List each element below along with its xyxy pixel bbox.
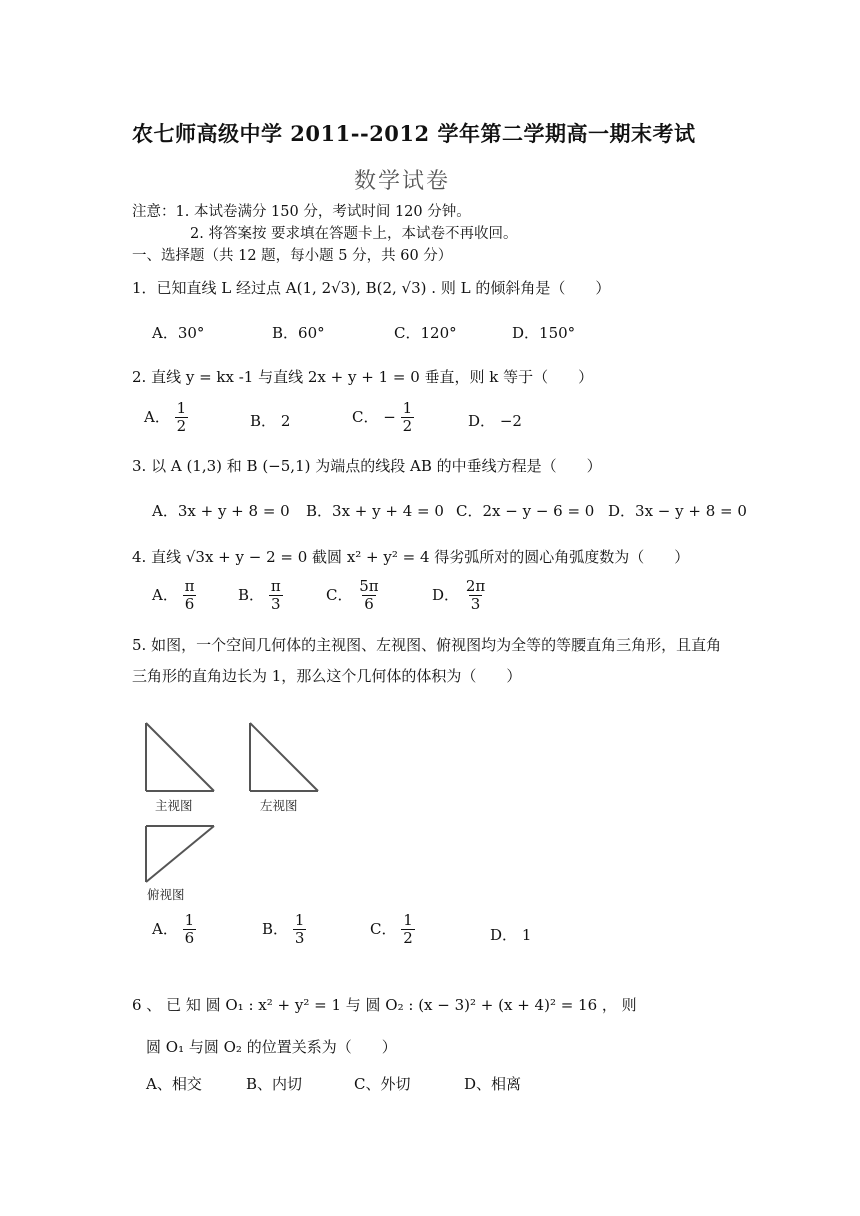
question-4-option-a [152, 578, 196, 614]
fraction-numerator: 5π [359, 577, 379, 595]
fraction [293, 912, 307, 948]
fraction-denominator: 3 [270, 595, 281, 614]
fraction-denominator: 2 [176, 417, 187, 436]
question-5-option-c [370, 912, 415, 948]
question-1-option-d: D．150° [512, 324, 576, 342]
question-6-option-d: D、相离 [464, 1075, 522, 1093]
notice-line-1: 注意：1. 本试卷满分 150 分，考试时间 120 分钟。 [132, 204, 471, 220]
question-4-option-b [238, 578, 283, 614]
question-3-option-d: D．3x − y + 8 = 0 [608, 502, 747, 520]
option-label: B． [262, 919, 289, 938]
fraction-numerator: 1 [402, 399, 413, 417]
option-label: C． [352, 407, 379, 426]
question-5-stem-line-2: 三角形的直角边长为 1，那么这个几何体的体积为（ ） [132, 667, 522, 685]
question-1-option-a: A．30° [152, 324, 205, 342]
exam-title: 农七师高级中学 2011--2012 学年第二学期高一期末考试 [132, 121, 696, 146]
question-3-option-a: A．3x + y + 8 = 0 [152, 502, 290, 520]
option-value: 2 [280, 412, 291, 430]
question-5-stem-line-1: 5. 如图，一个空间几何体的主视图、左视图、俯视图均为全等的等腰直角三角形，且直角 [132, 636, 722, 654]
fraction [401, 912, 415, 948]
question-1-option-b: B．60° [272, 324, 325, 342]
option-label: B． [238, 585, 265, 604]
fraction-denominator: 6 [364, 595, 374, 614]
fraction-numerator: 1 [403, 911, 413, 929]
section-heading: 一、选择题（共 12 题，每小题 5 分，共 60 分） [132, 248, 453, 264]
question-6-option-b: B、内切 [246, 1075, 303, 1093]
fraction-numerator: 1 [176, 399, 187, 417]
option-label: A． [152, 919, 178, 938]
fraction-denominator: 2 [403, 929, 413, 948]
question-3-option-b: B．3x + y + 4 = 0 [306, 502, 444, 520]
side-view-triangle [250, 723, 318, 791]
question-2-stem: 2. 直线 y = kx -1 与直线 2x + y + 1 = 0 垂直，则 k 等于（ ） [132, 368, 594, 386]
option-label: C． [326, 585, 353, 604]
top-view-label: 俯视图 [147, 887, 185, 902]
question-5-option-d [490, 924, 531, 945]
exam-subtitle: 数学试卷 [354, 169, 451, 194]
fraction [175, 400, 189, 436]
option-value: 1 [521, 926, 532, 944]
question-6-option-c: C、外切 [354, 1075, 411, 1093]
question-3-option-c: C．2x − y − 6 = 0 [456, 502, 595, 520]
question-6-stem-line-2: 圆 O₁ 与圆 O₂ 的位置关系为（ ） [146, 1038, 397, 1056]
question-6-option-a: A、相交 [146, 1075, 202, 1093]
question-2-option-d [468, 410, 522, 431]
question-4-stem: 4. 直线 √3x + y − 2 = 0 截圆 x² + y² = 4 得劣弧所对的圆心角弧度数为（ ） [132, 548, 690, 566]
fraction [464, 578, 487, 614]
question-3-stem: 3. 以 A (1,3) 和 B (−5,1) 为端点的线段 AB 的中垂线方程是（ ） [132, 457, 602, 475]
top-view-triangle [146, 826, 214, 882]
option-sign: − [383, 407, 396, 426]
fraction [183, 912, 197, 948]
fraction [401, 400, 415, 436]
question-5-option-b [262, 912, 306, 948]
question-1-option-c: C．120° [394, 324, 457, 342]
option-label: A． [152, 585, 178, 604]
fraction-numerator: 2π [465, 577, 486, 595]
option-label: C． [370, 919, 397, 938]
question-2-option-b [250, 410, 290, 431]
fraction-denominator: 6 [184, 595, 195, 614]
option-label: B． [250, 412, 277, 430]
fraction-numerator: 1 [294, 911, 305, 929]
front-view-label: 主视图 [155, 798, 193, 813]
question-4-option-c [326, 578, 381, 614]
fraction-denominator: 3 [294, 929, 305, 948]
option-label: A． [144, 407, 170, 426]
question-5-option-a [152, 912, 196, 948]
option-value: −2 [499, 412, 522, 430]
fraction-denominator: 3 [470, 595, 481, 614]
question-1-stem: 1．已知直线 L 经过点 A(1, 2√3), B(2, √3) . 则 L 的倾斜角是（ ） [132, 279, 611, 297]
fraction-denominator: 6 [184, 929, 195, 948]
question-2-option-c [352, 400, 414, 436]
fraction-numerator: π [270, 577, 281, 595]
question-2-option-a [144, 400, 188, 436]
option-label: D． [468, 412, 496, 430]
option-label: D． [490, 926, 518, 944]
fraction-numerator: 1 [184, 911, 195, 929]
fraction-denominator: 2 [402, 417, 413, 436]
front-view-triangle [146, 723, 214, 791]
question-4-option-d [432, 578, 487, 614]
fraction [269, 578, 283, 614]
option-label: D． [432, 585, 460, 604]
side-view-label: 左视图 [260, 798, 298, 813]
fraction-numerator: π [184, 577, 195, 595]
fraction [183, 578, 197, 614]
question-6-stem-line-1: 6 、 已 知 圆 O₁ : x² + y² = 1 与 圆 O₂ : (x − 3)² + (x + 4)² = 16 ， 则 [132, 996, 637, 1014]
fraction [357, 578, 380, 614]
notice-line-2: 2. 将答案按 要求填在答题卡上，本试卷不再收回。 [190, 226, 518, 242]
